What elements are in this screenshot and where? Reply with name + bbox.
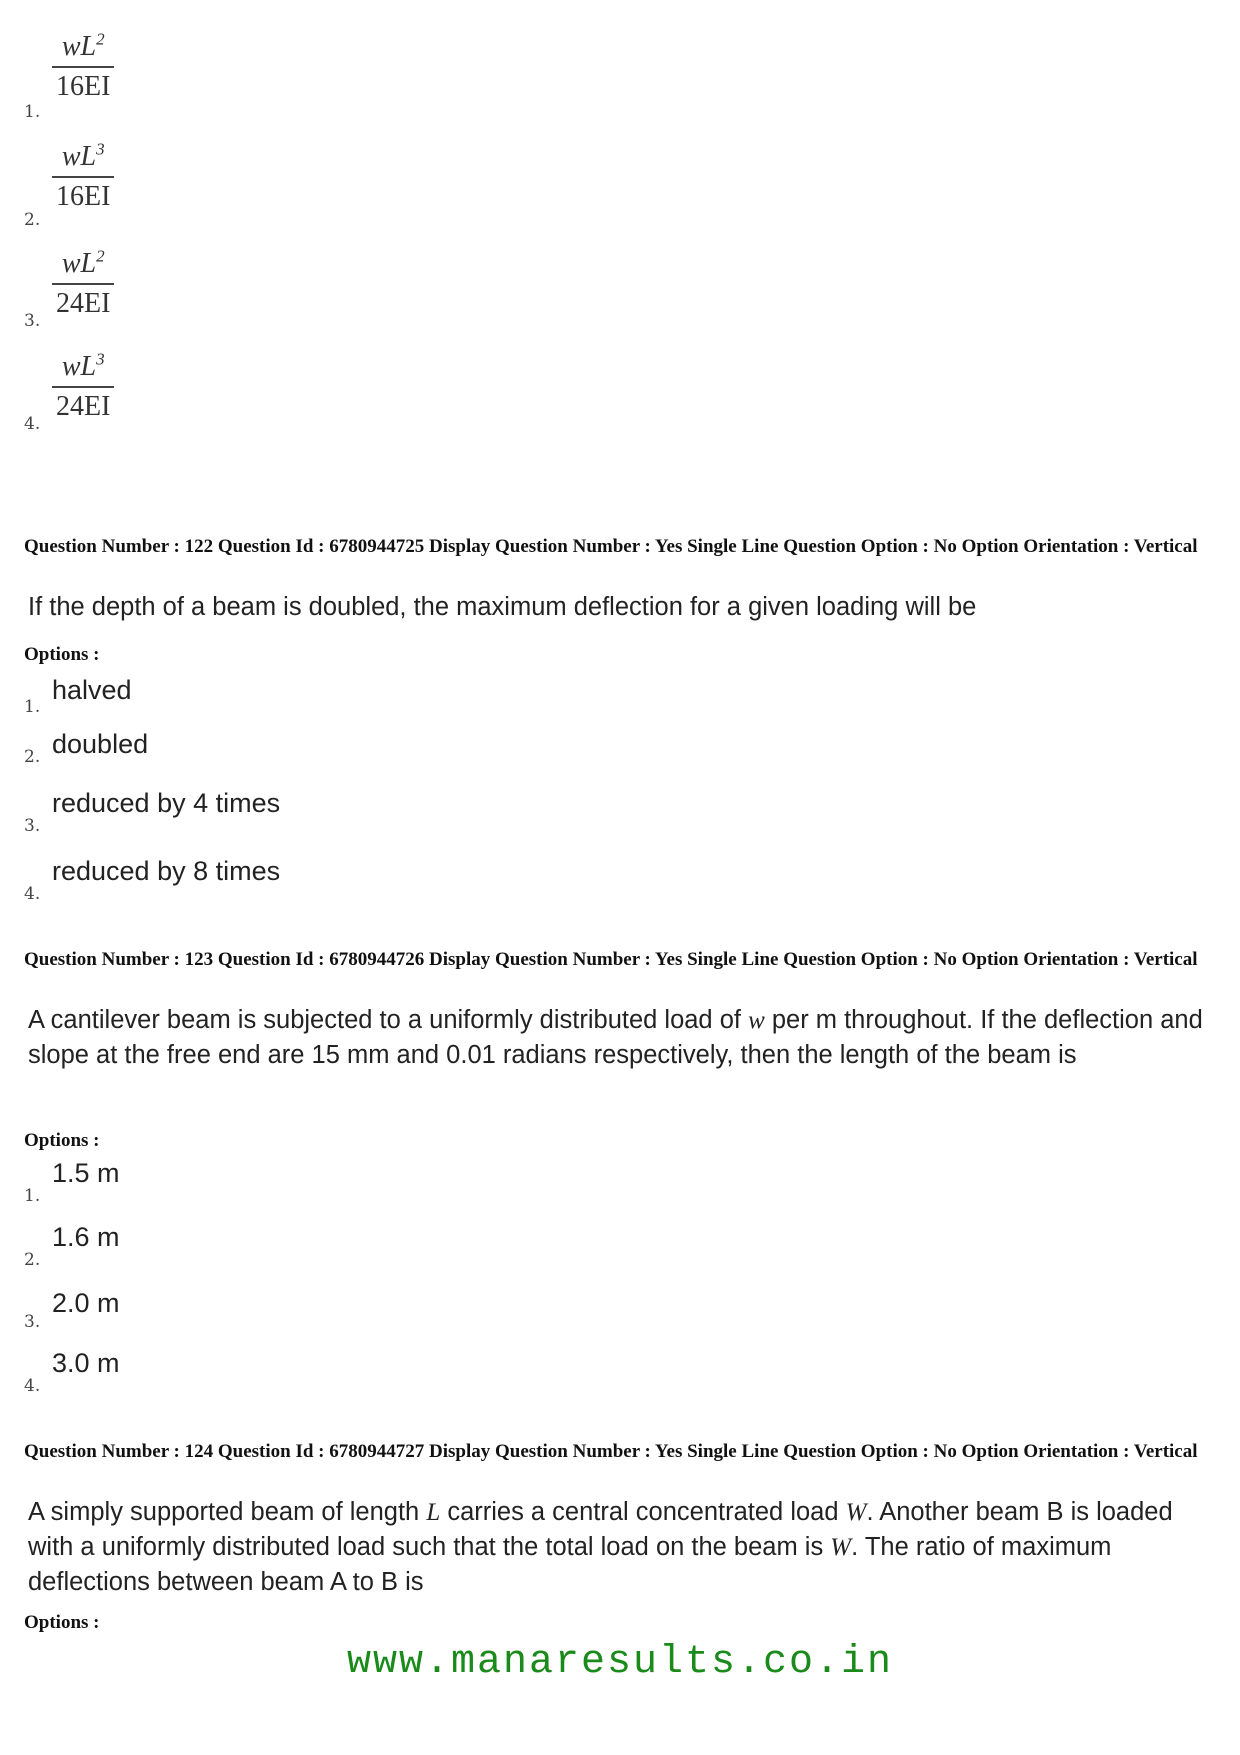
option-number: 1. [24, 1186, 41, 1206]
fraction-bar [52, 66, 114, 68]
option-text: reduced by 8 times [52, 856, 281, 886]
text-part: per m throughout. If the deflection and slope at the free end are 15 mm and 0.01 radians respectively, then the length of the beam is [28, 1006, 1203, 1069]
option-text: reduced by 4 times [52, 788, 281, 818]
option-number: 1. [24, 102, 41, 122]
fraction-bar [52, 386, 114, 388]
question-text-123 [28, 1003, 1218, 1072]
options-label: Options : [24, 644, 100, 665]
question-text-122: If the depth of a beam is doubled, the maximum deflection for a given loading will be [28, 593, 977, 621]
fraction-bar [52, 283, 114, 285]
question-meta-124: Question Number : 124 Question Id : 6780944727 Display Question Number : Yes Single Line Question Option : No Option Orientation : Vertical [24, 1441, 1198, 1462]
option-text: 2.0 m [52, 1288, 120, 1318]
fraction [52, 140, 114, 212]
numerator: wL [61, 351, 97, 382]
fraction [52, 350, 114, 422]
fraction [52, 247, 114, 319]
options-label: Options : [24, 1130, 100, 1151]
text-part: A simply supported beam of length [28, 1498, 427, 1526]
option-number: 1. [24, 697, 41, 717]
numerator: wL [61, 248, 97, 279]
option-number: 4. [24, 414, 41, 434]
option-number: 3. [24, 816, 41, 836]
option-number: 4. [24, 1376, 41, 1396]
text-part: A cantilever beam is subjected to a uniformly distributed load of [28, 1006, 749, 1034]
text-part: carries a central concentrated load [440, 1498, 846, 1526]
option-text: doubled [52, 729, 149, 759]
option-text: halved [52, 675, 132, 705]
question-meta-123: Question Number : 123 Question Id : 6780944726 Display Question Number : Yes Single Line Question Option : No Option Orientation : Vertical [24, 949, 1198, 970]
fraction [52, 30, 114, 102]
option-text: 1.5 m [52, 1158, 120, 1188]
option-number: 3. [24, 1312, 41, 1332]
exponent: 3 [96, 349, 105, 369]
option-text: 3.0 m [52, 1348, 120, 1378]
variable-W: W [830, 1534, 852, 1561]
variable-W: W [845, 1499, 867, 1526]
question-meta-122: Question Number : 122 Question Id : 6780944725 Display Question Number : Yes Single Line Question Option : No Option Orientation : Vertical [24, 536, 1198, 557]
variable-w: w [748, 1007, 765, 1034]
variable-L: L [426, 1499, 441, 1526]
exponent: 3 [96, 139, 105, 159]
option-number: 2. [24, 747, 41, 767]
option-text: 1.6 m [52, 1222, 120, 1252]
option-number: 3. [24, 311, 41, 331]
text-part: . The ratio of maximum deflections between beam A to B is [28, 1533, 1112, 1596]
text-part: . Another beam B is loaded with a uniformly distributed load such that the total load on the beam is [28, 1498, 1173, 1561]
denominator: 16EI [56, 71, 111, 102]
footer-website-link[interactable]: www.manaresults.co.in [346, 1640, 894, 1685]
exponent: 2 [96, 246, 105, 266]
denominator: 16EI [56, 181, 111, 212]
denominator: 24EI [56, 288, 111, 319]
options-label: Options : [24, 1612, 100, 1633]
numerator: wL [61, 31, 97, 62]
question-text-124 [28, 1495, 1218, 1599]
fraction-bar [52, 176, 114, 178]
numerator: wL [61, 141, 97, 172]
option-number: 2. [24, 1250, 41, 1270]
exponent: 2 [96, 29, 105, 49]
option-number: 2. [24, 210, 41, 230]
option-number: 4. [24, 884, 41, 904]
denominator: 24EI [56, 391, 111, 422]
